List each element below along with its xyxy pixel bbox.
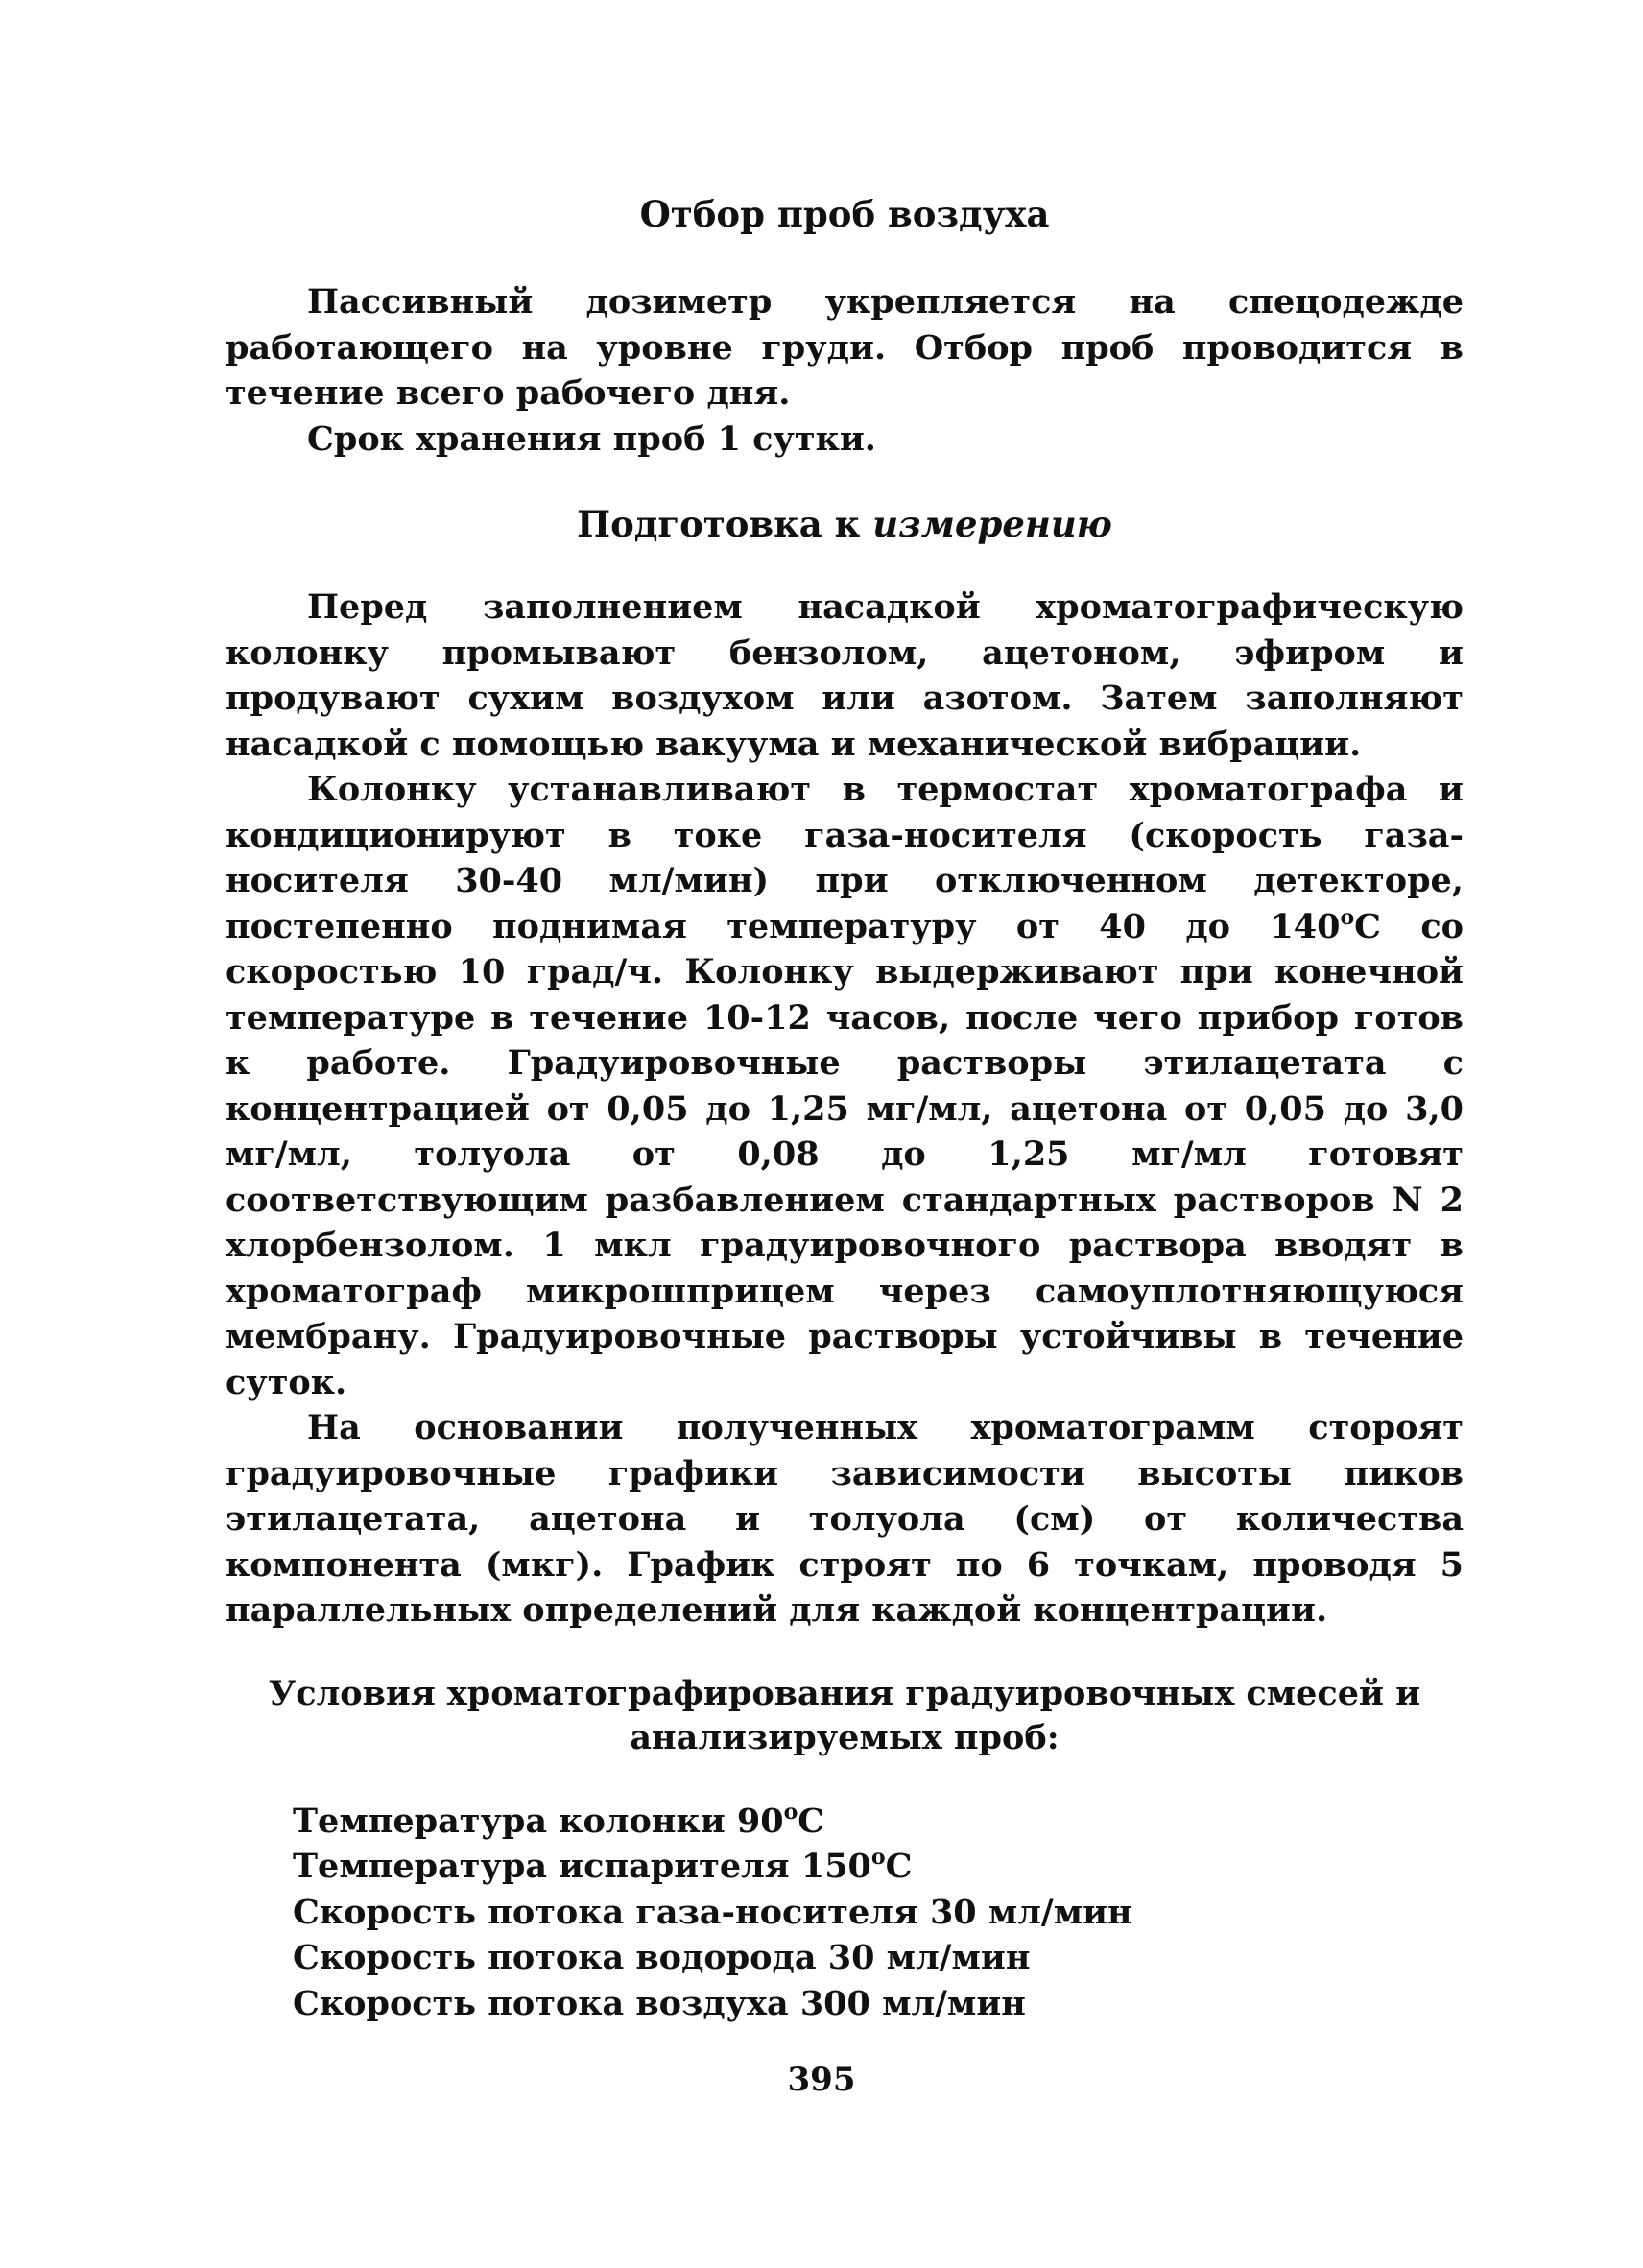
conditions-title-line2: анализируемых проб:: [630, 1717, 1060, 1757]
conditioning-text-part2: С со скоростью 10 град/ч. Колонку выдерживают при конечной температуре в течение 10-12 часов, после чего прибор готов к работе. Градуировочные растворы этилацетата с концентрацией от 0,05 до 1,25 мг/мл, ацетона от 0,05 до 3,0 мг/мл, толуола от 0,08 до 1,25 мг/мл готовят соответствующим разбавлением стандартных растворов N 2 хлорбензолом. 1 мкл градуировочного раствора вводят в хроматограф микрошприцем через самоуплотняющуюся мембрану. Градуировочные растворы устойчивы в течение суток.: [226, 906, 1464, 1402]
document-page: [226, 192, 1464, 2208]
paragraph-column-conditioning: [226, 767, 1464, 1405]
condition-unit: С: [885, 1847, 913, 1886]
condition-text: Температура испарителя 150: [293, 1847, 871, 1886]
paragraph-calibration-graphs: На основании полученных хроматограмм стороят градуировочные графики зависимости высоты пиков этилацетата, ацетона и толуола (см) от количества компонента (мкг). График строят по 6 точкам, проводя 5 параллельных определений для каждой концентрации.: [226, 1408, 1464, 1630]
page-number: 395: [787, 2061, 856, 2099]
section-title-preparation-end: измерению: [872, 503, 1112, 545]
paragraph-storage-time: Срок хранения проб 1 сутки.: [307, 418, 876, 459]
condition-column-temperature: [293, 1799, 1464, 1845]
condition-carrier-gas-flow: Скорость потока газа-носителя 30 мл/мин: [293, 1892, 1132, 1932]
paragraph-column-washing: Перед заполнением насадкой хроматографическую колонку промывают бензолом, ацетоном, эфиром и продувают сухим воздухом или азотом. Затем заполняют насадкой с помощью вакуума и механической вибрации.: [226, 587, 1464, 764]
section-title-air-sampling: Отбор проб воздуха: [639, 193, 1050, 235]
section-title-preparation: [226, 502, 1464, 546]
degree-sign: o: [870, 1845, 886, 1870]
condition-text: Температура колонки 90: [293, 1801, 784, 1841]
conditioning-text-part1: Колонку устанавливают в термостат хроматографа и кондиционируют в токе газа-носителя (скорость газа-носителя 30-40 мл/мин) при отключенном детекторе, постепенно поднимая температуру от 40 до 140: [226, 770, 1464, 946]
paragraph-passive-dosimeter: Пассивный дозиметр укрепляется на спецодежде работающего на уровне груди. Отбор проб проводится в течение всего рабочего дня.: [226, 282, 1464, 413]
conditions-list: [226, 1799, 1464, 2027]
condition-unit: С: [798, 1801, 825, 1841]
condition-air-flow: Скорость потока воздуха 300 мл/мин: [293, 1983, 1026, 2023]
condition-evaporator-temperature: [293, 1844, 1464, 1890]
conditions-title-line1: Условия хроматографирования градуировочных смесей и: [268, 1673, 1421, 1713]
degree-sign: o: [1340, 904, 1355, 930]
section-title-conditions: [226, 1672, 1464, 1760]
section-title-preparation-start: Подготовка к: [577, 503, 873, 545]
degree-sign: o: [783, 1799, 798, 1825]
condition-hydrogen-flow: Скорость потока водорода 30 мл/мин: [293, 1938, 1031, 1977]
